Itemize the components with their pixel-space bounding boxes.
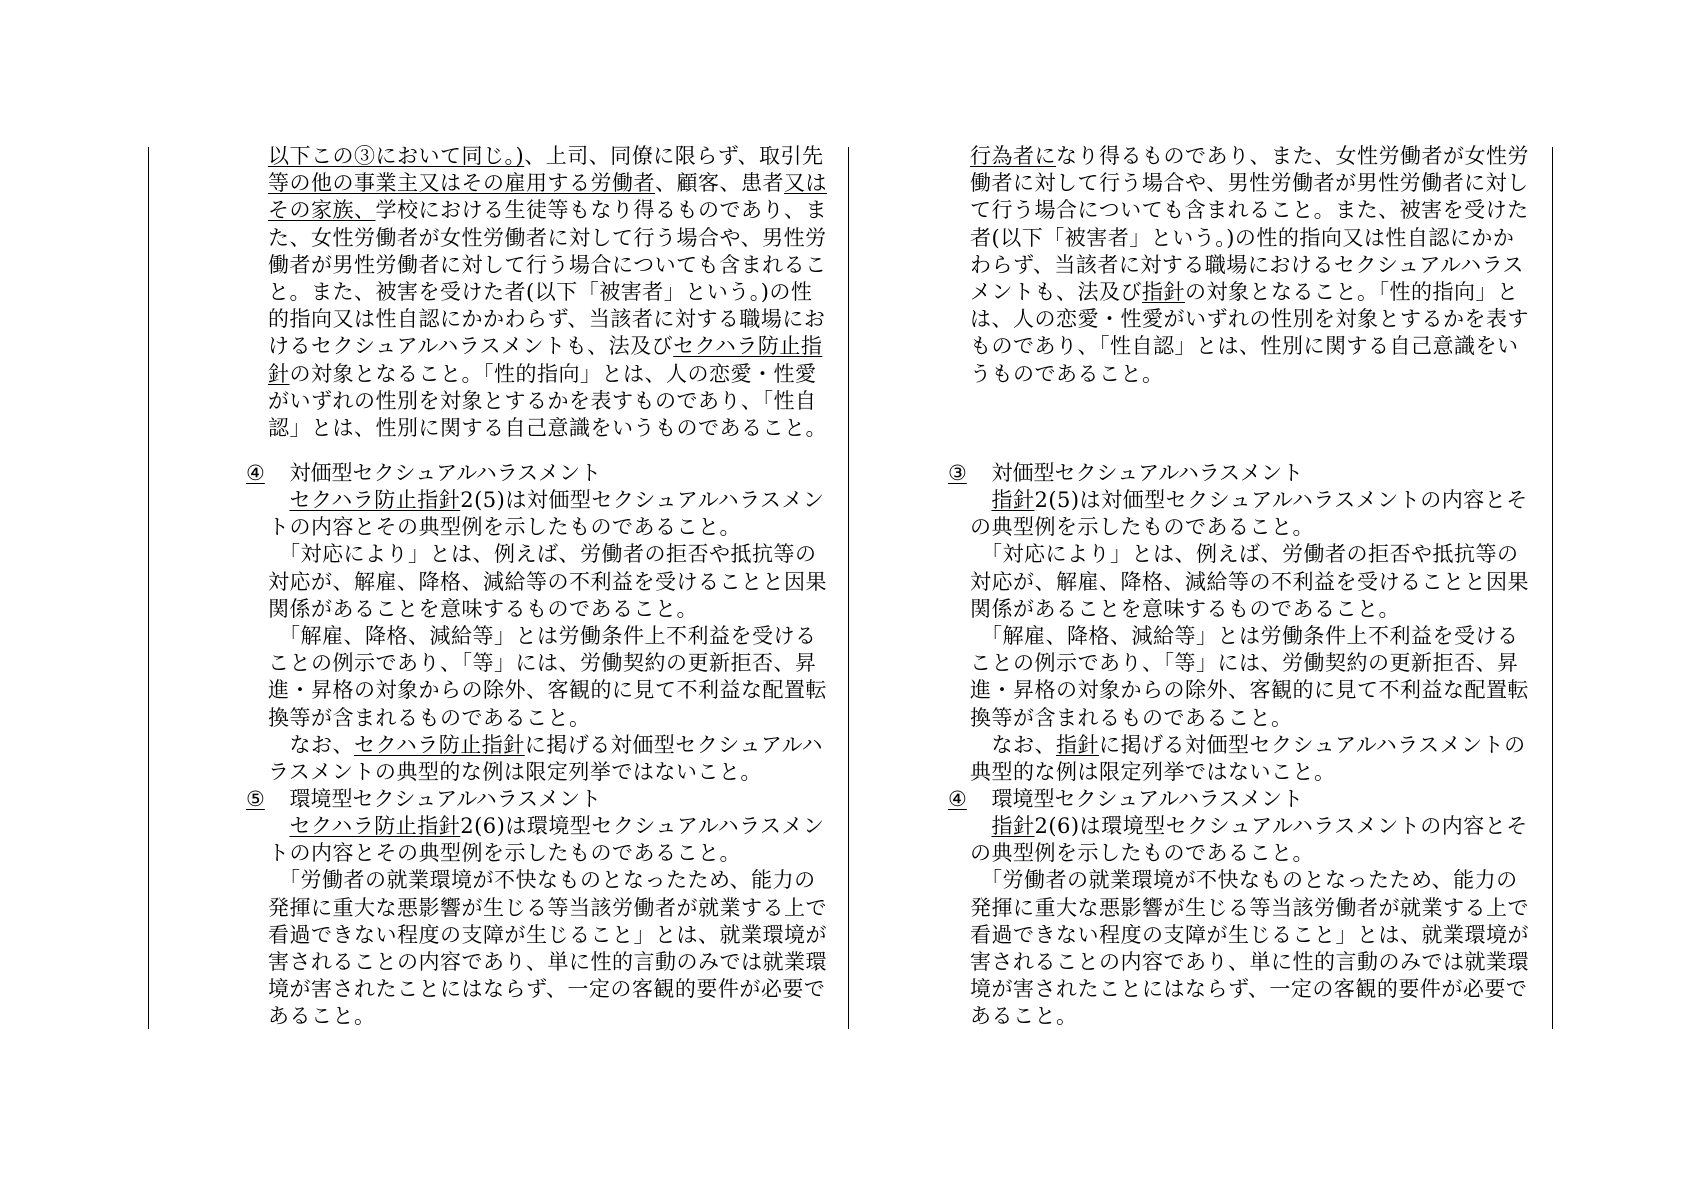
text-run: 者(以下「被害者」という。)の性的指向又は性自認にかか bbox=[970, 225, 1515, 250]
text-run: けるセクシュアルハラスメントも、法及び bbox=[268, 334, 674, 359]
underlined-text: 針 bbox=[268, 361, 290, 386]
text-line bbox=[970, 867, 1529, 894]
underlined-text: 以下この③において同じ。) bbox=[268, 144, 525, 168]
text-line bbox=[970, 840, 1529, 867]
text-line bbox=[268, 813, 827, 840]
text-run: 対応が、解雇、降格、減給等の不利益を受けることと因果 bbox=[970, 569, 1529, 594]
text-run bbox=[268, 488, 290, 512]
underlined-text: 指針 bbox=[1142, 279, 1185, 304]
text-line bbox=[268, 388, 827, 415]
right-section3-number: ③ bbox=[948, 461, 967, 485]
left-section4-title: 対価型セクシュアルハラスメント bbox=[289, 461, 602, 485]
text-run: 境が害されたことにはならず、一定の客観的要件が必要で bbox=[970, 977, 1528, 1002]
text-run: あること。 bbox=[970, 1004, 1078, 1029]
text-run: 学校における生徒等もなり得るものであり、ま bbox=[375, 198, 827, 223]
text-line bbox=[970, 487, 1529, 514]
text-run: 境が害されたことにはならず、一定の客観的要件が必要で bbox=[268, 977, 826, 1002]
text-run bbox=[268, 814, 290, 838]
underlined-text: 指針 bbox=[991, 488, 1035, 512]
left-section5-title: 環境型セクシュアルハラスメント bbox=[289, 787, 602, 811]
text-run: 対応が、解雇、降格、減給等の不利益を受けることと因果 bbox=[268, 569, 827, 594]
underlined-text: 指針 bbox=[991, 814, 1035, 838]
text-line bbox=[970, 895, 1529, 922]
underlined-text: セクハラ防止指針 bbox=[289, 488, 461, 512]
text-run: 害されることの内容であり、単に性的言動のみでは就業環 bbox=[970, 949, 1529, 974]
text-line bbox=[970, 949, 1529, 976]
right-section4-number: ④ bbox=[948, 787, 967, 811]
underlined-text: 行為者に bbox=[970, 144, 1056, 168]
text-line bbox=[268, 895, 827, 922]
text-run: 「解雇、降格、減給等」とは労働条件上不利益を受ける bbox=[268, 623, 817, 648]
text-line bbox=[970, 677, 1529, 704]
text-line bbox=[970, 705, 1529, 732]
text-run: なお、 bbox=[970, 732, 1056, 757]
right-top-paragraph bbox=[970, 143, 1529, 388]
text-run: 進・昇格の対象からの除外、客観的に見て不利益な配置転 bbox=[970, 678, 1529, 703]
text-line bbox=[268, 759, 827, 786]
text-run: 看過できない程度の支障が生じること」とは、就業環境が bbox=[970, 922, 1529, 947]
underlined-text: 等の他の事業主又はその雇用する労働者 bbox=[268, 171, 655, 196]
text-run: 、顧客、患者 bbox=[655, 171, 784, 196]
right-section3-body bbox=[970, 487, 1529, 786]
text-line bbox=[970, 922, 1529, 949]
text-run: の典型例を示したものであること。 bbox=[970, 515, 1314, 540]
text-line bbox=[268, 922, 827, 949]
text-run: 換等が含まれるものであること。 bbox=[970, 705, 1293, 730]
right-section4-title: 環境型セクシュアルハラスメント bbox=[991, 787, 1304, 811]
left-section5-body bbox=[268, 813, 827, 1031]
text-line bbox=[268, 1003, 827, 1030]
underlined-text: セクハラ防止指針 bbox=[289, 814, 461, 838]
text-line bbox=[970, 759, 1529, 786]
text-run: わらず、当該者に対する職場におけるセクシュアルハラス bbox=[970, 252, 1524, 277]
underlined-text: 又は bbox=[784, 171, 827, 196]
text-line bbox=[268, 596, 827, 623]
text-run: ことの例示であり、「等」には、労働契約の更新拒否、昇 bbox=[268, 651, 817, 676]
text-run: なお、 bbox=[268, 732, 354, 757]
text-run: は、人の恋愛・性愛がいずれの性別を対象とするかを表す bbox=[970, 307, 1529, 332]
right-section3-heading bbox=[948, 460, 1303, 487]
text-line bbox=[970, 361, 1529, 388]
text-line bbox=[268, 677, 827, 704]
text-line bbox=[268, 279, 827, 306]
text-line bbox=[970, 279, 1529, 306]
text-run: トの内容とその典型例を示したものであること。 bbox=[268, 515, 741, 540]
text-line bbox=[970, 732, 1529, 759]
text-run: 発揮に重大な悪影響が生じる等当該労働者が就業する上で bbox=[970, 895, 1529, 920]
text-run: メントも、法及び bbox=[970, 279, 1142, 304]
text-run: 2(5)は対価型セクシュアルハラスメン bbox=[460, 488, 825, 512]
text-line bbox=[970, 650, 1529, 677]
text-line bbox=[268, 225, 827, 252]
text-run: に掲げる対価型セクシュアルハ bbox=[524, 732, 824, 757]
left-section4-heading bbox=[246, 460, 601, 487]
text-line bbox=[970, 813, 1529, 840]
text-line bbox=[268, 569, 827, 596]
text-line bbox=[970, 306, 1529, 333]
text-line bbox=[268, 541, 827, 568]
text-run: た、女性労働者が女性労働者に対して行う場合や、男性労 bbox=[268, 225, 827, 250]
left-section5-number: ⑤ bbox=[246, 787, 265, 811]
underlined-text: その家族、 bbox=[268, 198, 376, 223]
text-run: なり得るものであり、また、女性労働者が女性労 bbox=[1056, 144, 1529, 168]
text-run: の対象となること。「性的指向」とは、人の恋愛・性愛 bbox=[289, 361, 817, 386]
text-run: 発揮に重大な悪影響が生じる等当該労働者が就業する上で bbox=[268, 895, 827, 920]
text-line bbox=[268, 514, 827, 541]
text-run: 的指向又は性自認にかかわらず、当該者に対する職場にお bbox=[268, 307, 826, 332]
text-line bbox=[268, 487, 827, 514]
text-run: の典型例を示したものであること。 bbox=[970, 841, 1314, 866]
text-line bbox=[268, 732, 827, 759]
text-run: の対象となること。「性的指向」と bbox=[1185, 279, 1519, 304]
text-run: 関係があることを意味するものであること。 bbox=[268, 596, 698, 621]
text-line bbox=[970, 541, 1529, 568]
text-run: 「労働者の就業環境が不快なものとなったため、能力の bbox=[970, 868, 1518, 893]
right-column-right-rule bbox=[1552, 147, 1553, 1029]
text-line bbox=[970, 197, 1529, 224]
text-line bbox=[268, 415, 827, 442]
text-line bbox=[268, 252, 827, 279]
right-section3-title: 対価型セクシュアルハラスメント bbox=[991, 461, 1304, 485]
text-run: 「解雇、降格、減給等」とは労働条件上不利益を受ける bbox=[970, 623, 1519, 648]
text-line bbox=[268, 361, 827, 388]
text-line bbox=[970, 1003, 1529, 1030]
underlined-text: セクハラ防止指 bbox=[673, 334, 823, 359]
text-run bbox=[970, 814, 992, 838]
text-run: ラスメントの典型的な例は限定列挙ではないこと。 bbox=[268, 759, 762, 784]
text-line bbox=[268, 840, 827, 867]
text-run: 関係があることを意味するものであること。 bbox=[970, 596, 1400, 621]
text-line bbox=[970, 252, 1529, 279]
text-line bbox=[268, 170, 827, 197]
text-line bbox=[268, 650, 827, 677]
text-run: と。また、被害を受けた者(以下「被害者」という。)の性 bbox=[268, 279, 813, 304]
text-run: 働者が男性労働者に対して行う場合についても含まれるこ bbox=[268, 252, 827, 277]
text-run: に掲げる対価型セクシュアルハラスメントの bbox=[1099, 732, 1526, 757]
text-line bbox=[970, 976, 1529, 1003]
left-section4-body bbox=[268, 487, 827, 786]
text-run: 2(6)は環境型セクシュアルハラスメン bbox=[460, 814, 825, 838]
left-column-right-rule bbox=[848, 147, 849, 1029]
text-run: 「労働者の就業環境が不快なものとなったため、能力の bbox=[268, 868, 816, 893]
text-line bbox=[268, 306, 827, 333]
text-line bbox=[268, 143, 827, 170]
right-section4-heading bbox=[948, 786, 1303, 813]
text-run: 進・昇格の対象からの除外、客観的に見て不利益な配置転 bbox=[268, 678, 827, 703]
text-line bbox=[970, 596, 1529, 623]
text-line bbox=[970, 514, 1529, 541]
text-run: 2(6)は環境型セクシュアルハラスメントの内容とそ bbox=[1034, 814, 1528, 838]
text-line bbox=[970, 569, 1529, 596]
text-run: 換等が含まれるものであること。 bbox=[268, 705, 591, 730]
text-line bbox=[970, 333, 1529, 360]
text-run: うものであること。 bbox=[970, 361, 1164, 386]
text-run: がいずれの性別を対象とするかを表すものであり、「性自 bbox=[268, 388, 817, 413]
left-column-left-rule bbox=[148, 147, 149, 1029]
right-section4-body bbox=[970, 813, 1529, 1031]
text-run: ものであり、「性自認」とは、性別に関する自己意識をい bbox=[970, 334, 1519, 359]
text-line bbox=[970, 623, 1529, 650]
text-line bbox=[970, 143, 1529, 170]
text-run: 「対応により」とは、例えば、労働者の拒否や抵抗等の bbox=[268, 542, 817, 567]
text-line bbox=[268, 976, 827, 1003]
text-line bbox=[268, 197, 827, 224]
text-run: トの内容とその典型例を示したものであること。 bbox=[268, 841, 741, 866]
left-section5-heading bbox=[246, 786, 601, 813]
text-run: 害されることの内容であり、単に性的言動のみでは就業環 bbox=[268, 949, 827, 974]
text-line bbox=[268, 867, 827, 894]
text-run bbox=[970, 488, 992, 512]
text-run: 「対応により」とは、例えば、労働者の拒否や抵抗等の bbox=[970, 542, 1519, 567]
text-run: 働者に対して行う場合や、男性労働者が男性労働者に対し bbox=[970, 171, 1529, 196]
left-top-paragraph bbox=[268, 143, 827, 442]
text-run: ことの例示であり、「等」には、労働契約の更新拒否、昇 bbox=[970, 651, 1519, 676]
text-run: 2(5)は対価型セクシュアルハラスメントの内容とそ bbox=[1034, 488, 1528, 512]
text-line bbox=[970, 225, 1529, 252]
text-run: 典型的な例は限定列挙ではないこと。 bbox=[970, 759, 1336, 784]
text-line bbox=[268, 333, 827, 360]
text-line bbox=[268, 705, 827, 732]
text-line bbox=[970, 170, 1529, 197]
text-run: 、上司、同僚に限らず、取引先 bbox=[524, 144, 824, 168]
underlined-text: セクハラ防止指針 bbox=[354, 732, 525, 757]
text-run: 看過できない程度の支障が生じること」とは、就業環境が bbox=[268, 922, 827, 947]
underlined-text: 指針 bbox=[1056, 732, 1099, 757]
text-run: て行う場合についても含まれること。また、被害を受けた bbox=[970, 198, 1529, 223]
left-section4-number: ④ bbox=[246, 461, 265, 485]
text-run: あること。 bbox=[268, 1004, 376, 1029]
text-line bbox=[268, 623, 827, 650]
text-run: 認」とは、性別に関する自己意識をいうものであること。 bbox=[268, 415, 827, 440]
text-line bbox=[268, 949, 827, 976]
